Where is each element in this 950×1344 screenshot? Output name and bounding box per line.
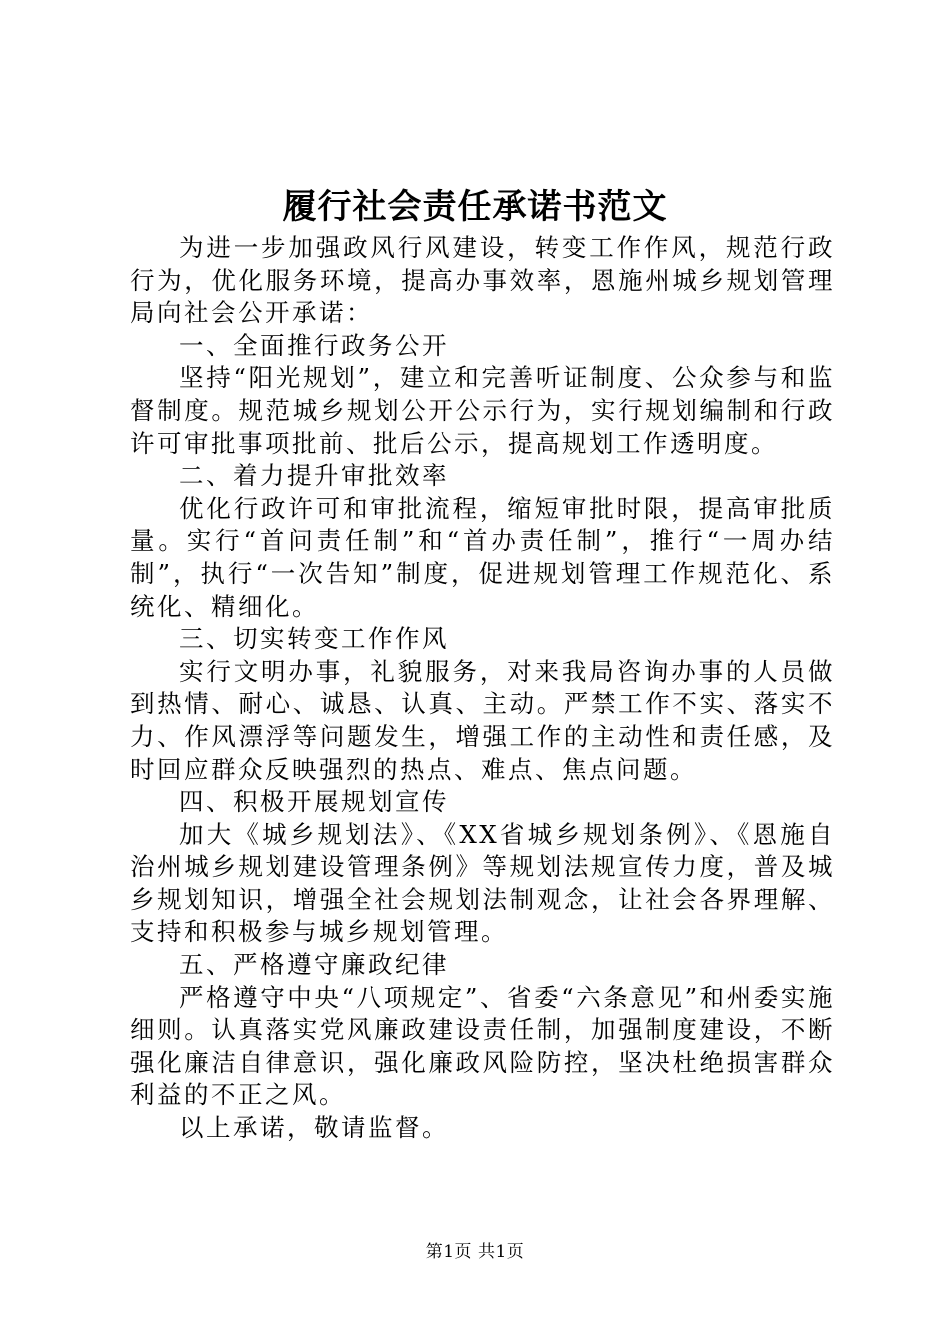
- section-heading-5: 五、严格遵守廉政纪律: [179, 950, 449, 980]
- document-title: 履行社会责任承诺书范文: [282, 187, 668, 227]
- section-heading-1: 一、全面推行政务公开: [179, 330, 449, 360]
- paragraph-intro: 为进一步加强政风行风建设，转变工作作风，规范行政行为，优化服务环境，提高办事效率，恩施州城乡规划管理局向社会公开承诺：: [130, 233, 835, 328]
- document-body: [130, 232, 835, 1145]
- paragraph-section-4: 加大《城乡规划法》、《XX省城乡规划条例》、《恩施自治州城乡规划建设管理条例》等规划法规宣传力度，普及城乡规划知识，增强全社会规划法制观念，让社会各界理解、支持和积极参与城乡规划管理。: [130, 819, 835, 947]
- page-number-footer: 第1页 共1页: [425, 1242, 525, 1262]
- section-heading-3: 三、切实转变工作作风: [179, 624, 449, 654]
- paragraph-closing: 以上承诺，敬请监督。: [179, 1113, 449, 1143]
- paragraph-section-5: 严格遵守中央“八项规定”、省委“六条意见”和州委实施细则。认真落实党风廉政建设责任制，加强制度建设，不断强化廉洁自律意识，强化廉政风险防控，坚决杜绝损害群众利益的不正之风。: [130, 982, 835, 1110]
- section-heading-2: 二、着力提升审批效率: [179, 461, 449, 491]
- paragraph-section-2: 优化行政许可和审批流程，缩短审批时限，提高审批质量。实行“首问责任制”和“首办责任制”，推行“一周办结制”，执行“一次告知”制度，促进规划管理工作规范化、系统化、精细化。: [130, 493, 835, 621]
- paragraph-section-3: 实行文明办事，礼貌服务，对来我局咨询办事的人员做到热情、耐心、诚恳、认真、主动。严禁工作不实、落实不力、作风漂浮等问题发生，增强工作的主动性和责任感，及时回应群众反映强烈的热点、难点、焦点问题。: [130, 656, 835, 784]
- paragraph-section-1: 坚持“阳光规划”，建立和完善听证制度、公众参与和监督制度。规范城乡规划公开公示行为，实行规划编制和行政许可审批事项批前、批后公示，提高规划工作透明度。: [130, 363, 835, 458]
- section-heading-4: 四、积极开展规划宣传: [179, 787, 449, 817]
